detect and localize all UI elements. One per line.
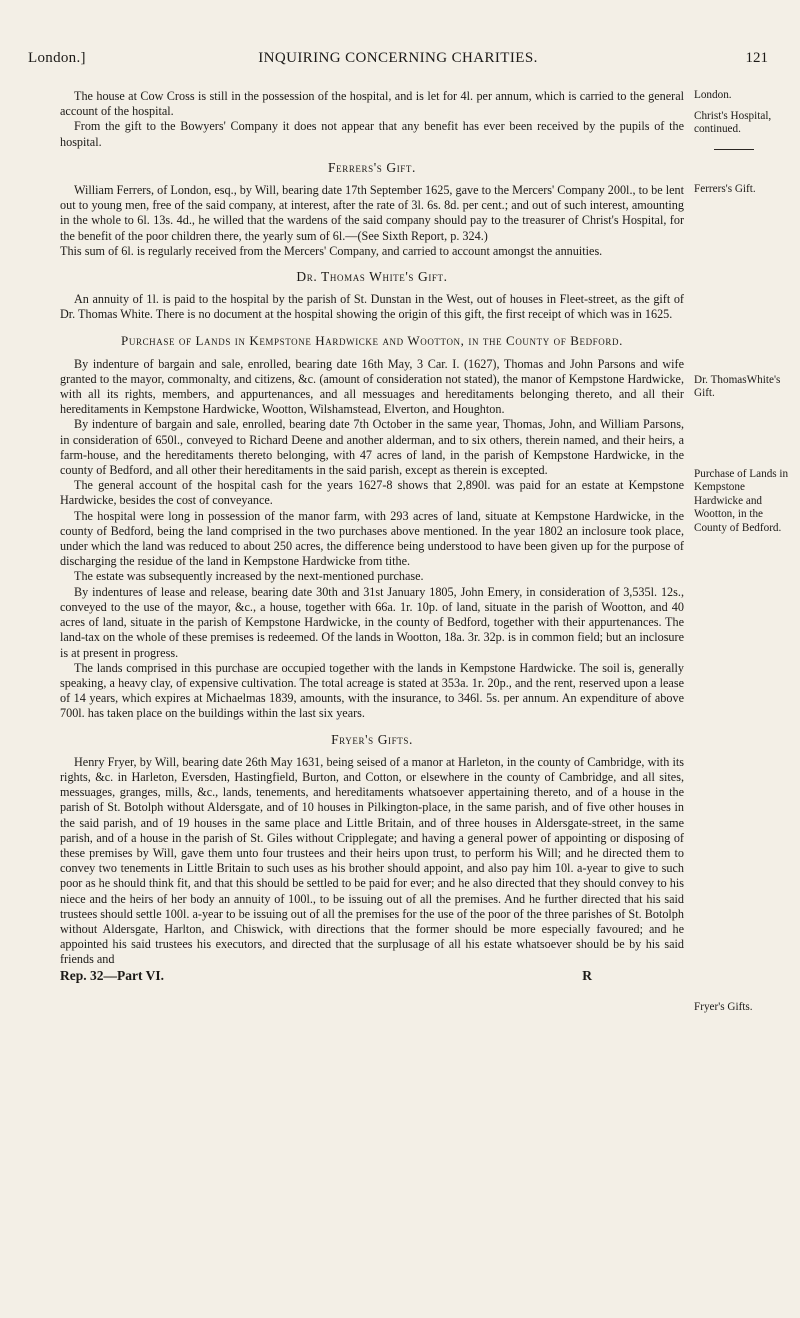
paragraph-bowyers: From the gift to the Bowyers' Company it does not appear that any benefit has ever been received by the pupils of the hospital. [60,119,684,149]
paragraph-cow-cross: The house at Cow Cross is still in the possession of the hospital, and is let for 4l. per annum, which is carried to the general account of the hospital. [60,89,684,119]
page-footer [60,968,684,984]
paragraph-kempstone-6: By indentures of lease and release, bearing date 30th and 31st January 1805, John Emery, in consideration of 3,535l. 12s., conveyed to the use of the mayor, &c., a house, together with 66a. 1r. 10p. of land, situate in the parish of Wootton, and 40 acres of land, situate in the parish of Kempstone Hardwicke, in the county of Bedford, together with their appurtenances. The land-tax on the whole of these premises is redeemed. Of the lands in Wootton, 18a. 3r. 32p. is in common field; but an inclosure is at present in progress. [60,584,684,660]
paragraph-kempstone-4: The hospital were long in possession of the manor farm, with 293 acres of land, situate at Kempstone Hardwicke, in the county of Bedford, being the land comprised in the two purchases above mentioned. In the year 1802 an inclosure took place, under which the land was reduced to about 250 acres, the difference being understood to have been given up for the purpose of discharging the residue of the land in Kempstone Hardwicke from tithe. [60,508,684,569]
margin-rule [694,146,794,150]
heading-fryer-gifts: Fryer's Gifts. [331,731,413,747]
margin-note-christs-hospital: Christ's Hospital, continued. [694,110,772,136]
paragraph-fryer-will: Henry Fryer, by Will, bearing date 26th May 1631, being seised of a manor at Harleton, in the county of Cambridge, with its rights, &c. in Harleton, Eversden, Hastingfield, Burton, and Cotton, or elsewhere in the county of Cambridge, and all sites, messuages, granges, mills, &c., lands, tenements, and hereditaments whatsoever appertaining thereto, and of a house in the parish of St. Botolph without Aldersgate, and of 10 houses in Pilkington-place, in the same parish, and of five other houses in the said parish, and of 19 houses in the same place and Little Britain, and of three houses in Aldersgate-street, in the same parish, and of a house in the parish of St. Giles without Cripplegate; and having a general power of appointing or disposing of these premises by Will, gave them unto four trustees and their heirs upon trust, to perform his Will; and he directed them to convey two tenements in Little Britain to such uses as his brother should appoint, and also pay him 10l. a-year to give to such poor as he should think fit, and that this should be settled to be paid for ever; and he also directed that they should convey to his niece and the heirs of her body an annuity of 100l., to be issuing out of all the premises. And he further directed that his said trustees should settle 100l. a-year to be issuing out of all the premises for the use of the poor of the three parishes of St. Botolph without Aldersgate, Harlton, and Chiswick, with directions that the former should be more especially favoured; and he appointed his said trustees his executors, and directed that the surplusage of all his estate whatsoever should be by his said friends and [60,754,684,967]
heading-kempstone-purchase: Purchase of Lands in Kempstone Hardwicke and Wootton, in the County of Bedford. [121,332,623,348]
paragraph-kempstone-2: By indenture of bargain and sale, enrolled, bearing date 7th October in the same year, Thomas, John, and William Parsons, in consideration of 650l., conveyed to Richard Deene and another alderman, and to six others, therein named, and their heirs, a farm-house, and the hereditaments thereto belonging, with 47 acres of land, in the parish of Kempstone Hardwicke, in the county of Bedford, and all other their hereditaments in the said parish, except as therein is excepted. [60,417,684,478]
header-title: INQUIRING CONCERNING CHARITIES. [258,50,538,66]
margin-note-white: Dr. ThomasWhite's Gift. [694,374,781,400]
report-reference: Rep. 32—Part VI. [60,967,164,983]
paragraph-ferrers-receipt: This sum of 6l. is regularly received from the Mercers' Company, and carried to account amongst the annuities. [60,243,603,258]
heading-ferrers-gift: Ferrers's Gift. [328,159,416,175]
running-header [28,50,768,74]
paragraph-kempstone-7: The lands comprised in this purchase are occupied together with the lands in Kempstone Hardwicke. The soil is, generally speaking, a heavy clay, of expensive cultivation. The total acreage is stated at 353a. 1r. 20p., and the rent, reserved upon a lease of 14 years, which expires at Michaelmas 1839, amounts, with the insurance, to 346l. 5s. per annum. An expenditure of above 700l. has taken place on the buildings within the last six years. [60,660,684,721]
paragraph-kempstone-5: The estate was subsequently increased by the next-mentioned purchase. [74,569,424,584]
paragraph-white-annuity: An annuity of 1l. is paid to the hospital by the parish of St. Dunstan in the West, out of houses in Fleet-street, as the gift of Dr. Thomas White. There is no document at the hospital showing the origin of this gift, the first receipt of which was in 1625. [60,292,684,322]
paragraph-ferrers-will: William Ferrers, of London, esq., by Will, bearing date 17th September 1625, gave to the Mercers' Company 200l., to be lent out to young men, free of the said company, at interest, after the rate of 3l. 6s. 8d. per cent.; and out of such interest, amounting in the whole to 6l. 13s. 4d., he willed that the wardens of the said company should pay to the treasurer of Christ's Hospital, for the benefit of the poor children there, the yearly sum of 6l.—(See Sixth Report, p. 324.) [60,183,684,243]
main-text [60,89,684,984]
paragraph-kempstone-3: The general account of the hospital cash for the years 1627-8 shows that 2,890l. was paid for an estate at Kempstone Hardwicke, besides the cost of conveyance. [60,478,684,508]
heading-white-gift: Dr. Thomas White's Gift. [296,269,448,285]
header-section: London.] [28,50,86,66]
signature-mark: R [582,967,592,983]
margin-note-fryer: Fryer's Gifts. [694,1001,753,1013]
margin-note-kempstone: Purchase of Lands in Kempstone Hardwicke and Wootton, in the County of Bedford. [694,468,789,534]
margin-note-london: London. [694,89,732,101]
margin-note-ferrers: Ferrers's Gift. [694,183,756,195]
page-number: 121 [745,50,768,66]
paragraph-kempstone-1: By indenture of bargain and sale, enrolled, bearing date 16th May, 3 Car. I. (1627), Thomas and John Parsons and wife granted to the mayor, commonalty, and citizens, &c. (amount of consideration not stated), the manor of Kempstone Hardwicke, with all its rights, members, and appurtenances, and all messuages and hereditaments belonging thereto, and all their hereditaments in Kempstone Hardwicke, Wootton, Wilshamstead, Elverton, and Houghton. [60,356,684,417]
